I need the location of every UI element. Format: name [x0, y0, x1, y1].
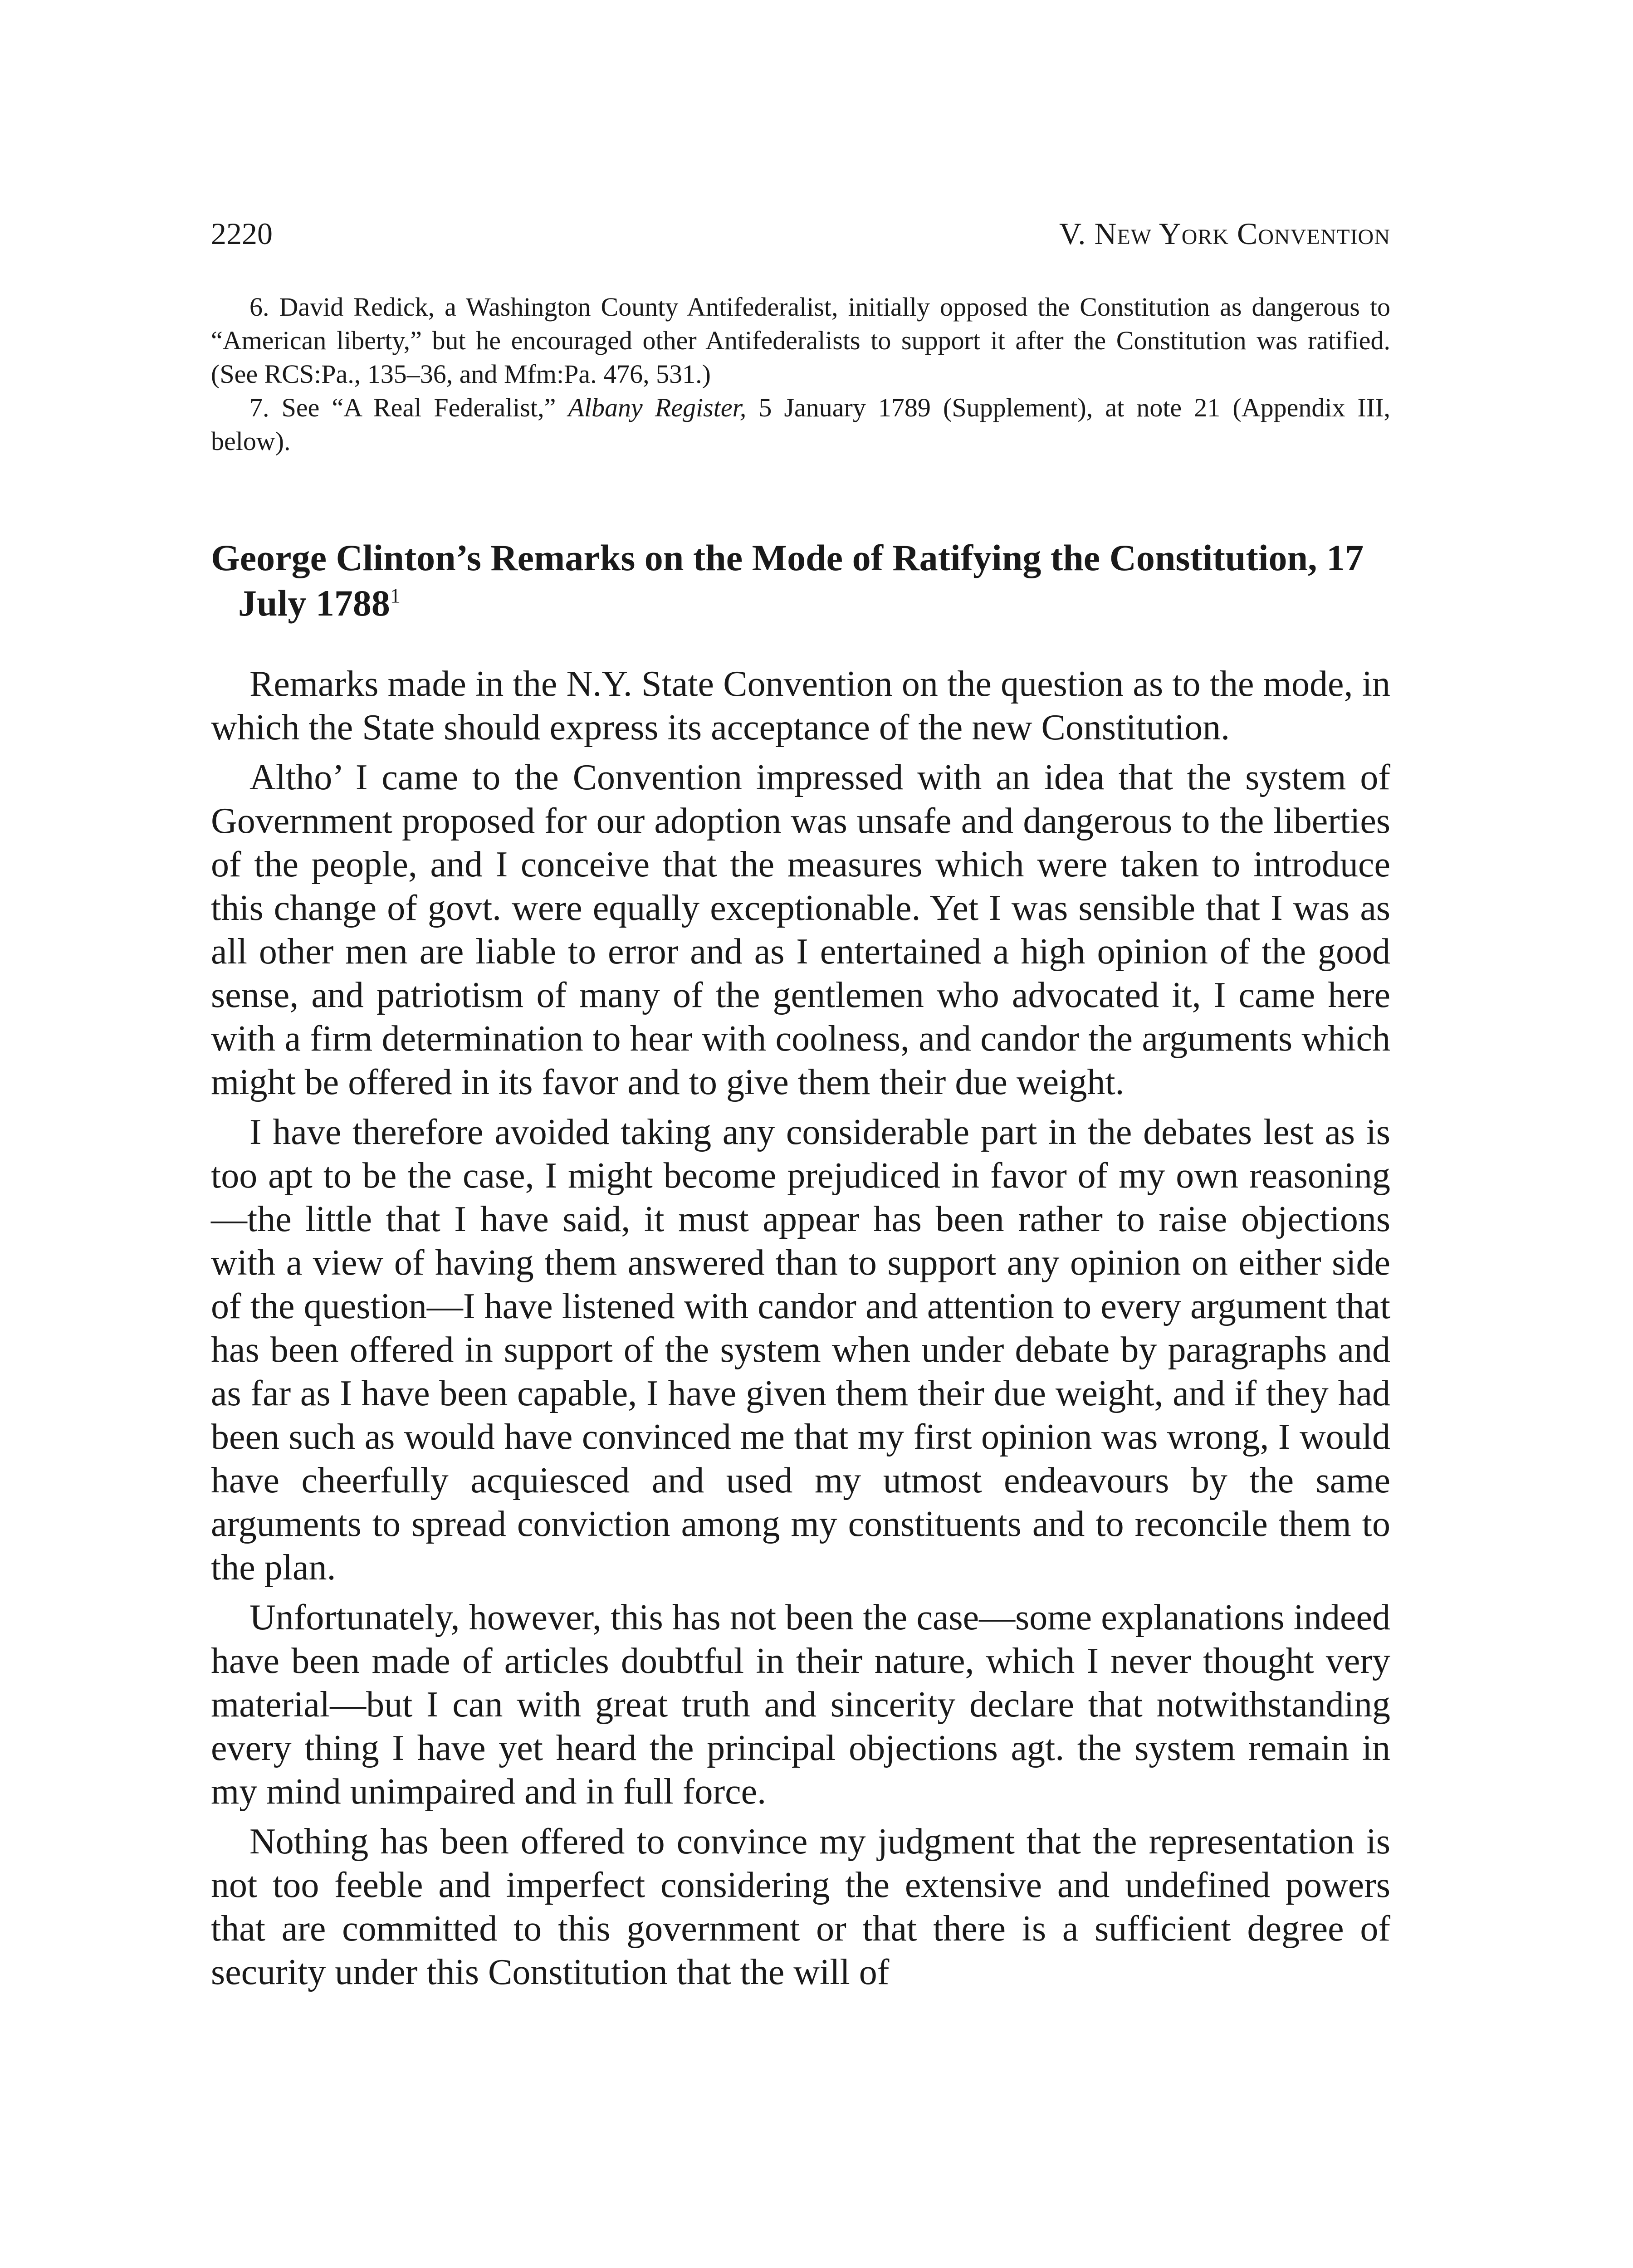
page [211, 213, 1390, 2000]
page-number: 2220 [211, 216, 273, 251]
paragraph: Altho’ I came to the Convention impressed with an idea that the system of Government proposed for our adoption was unsafe and dangerous to the liberties of the people, and I conceive that the measures which were taken to introduce this change of govt. were equally exceptionable. Yet I was sensible that I was as all other men are liable to error and as I entertained a high opinion of the good sense, and patriotism of many of the gentlemen who advocated it, I came here with a firm determination to hear with coolness, and candor the arguments which might be offered in its favor and to give them their due weight. [211, 758, 1390, 1102]
endnote-number: 7. [249, 393, 269, 422]
endnote-number: 6. [249, 292, 269, 322]
endnote-7 [211, 391, 1390, 458]
document-title [211, 535, 1390, 626]
endnote-publication: Albany Register, [568, 393, 747, 422]
footnote-marker: 1 [390, 584, 401, 607]
paragraph: Remarks made in the N.Y. State Convention on the question as to the mode, in which the State should express its acceptance of the new Constitution. [211, 664, 1390, 748]
section-title: V. New York Convention [1059, 216, 1390, 251]
paragraph: I have therefore avoided taking any considerable part in the debates lest as is too apt to be the case, I might become prejudiced in favor of my own reasoning—the little that I have said, it must appear has been rather to raise objections with a view of having them answered than to support any opinion on either side of the question—I have listened with candor and attention to every argument that has been offered in support of the system when under debate by paragraphs and as far as I have been capable, I have given them their due weight, and if they had been such as would have convinced me that my first opinion was wrong, I would have cheerfully acquiesced and used my utmost endeavours by the same arguments to spread conviction among my constituents and to reconcile them to the plan. [211, 1112, 1390, 1588]
endnotes [211, 290, 1390, 458]
document-title-text: George Clinton’s Remarks on the Mode of Ratifying the Constitution, 17 July 1788 [211, 537, 1364, 624]
paragraph: Nothing has been offered to convince my judgment that the representation is not too feeble and imperfect considering the extensive and undefined powers that are committed to this government or that there is a sufficient degree of security under this Constitution that the will of [211, 1822, 1390, 1992]
running-head [211, 213, 1390, 254]
paragraph: Unfortunately, however, this has not been the case—some explanations indeed have been made of articles doubtful in their nature, which I never thought very material—but I can with great truth and sincerity declare that notwithstanding every thing I have yet heard the principal objections agt. the system remain in my mind unimpaired and in full force. [211, 1598, 1390, 1812]
endnote-text: David Redick, a Washington County Antifederalist, initially opposed the Constitution as dangerous to “American liberty,” but he encouraged other Antifederalists to support it after the Constitution was ratified. (See RCS:Pa., 135–36, and Mfm:Pa. 476, 531.) [211, 292, 1390, 389]
endnote-text-post: 5 January 1789 (Supplement), at note 21 (Appendix III, below). [211, 393, 1391, 456]
endnote-6 [211, 290, 1390, 391]
document-body [211, 662, 1390, 1994]
endnote-text-pre: See “A Real Federalist,” [281, 393, 568, 422]
